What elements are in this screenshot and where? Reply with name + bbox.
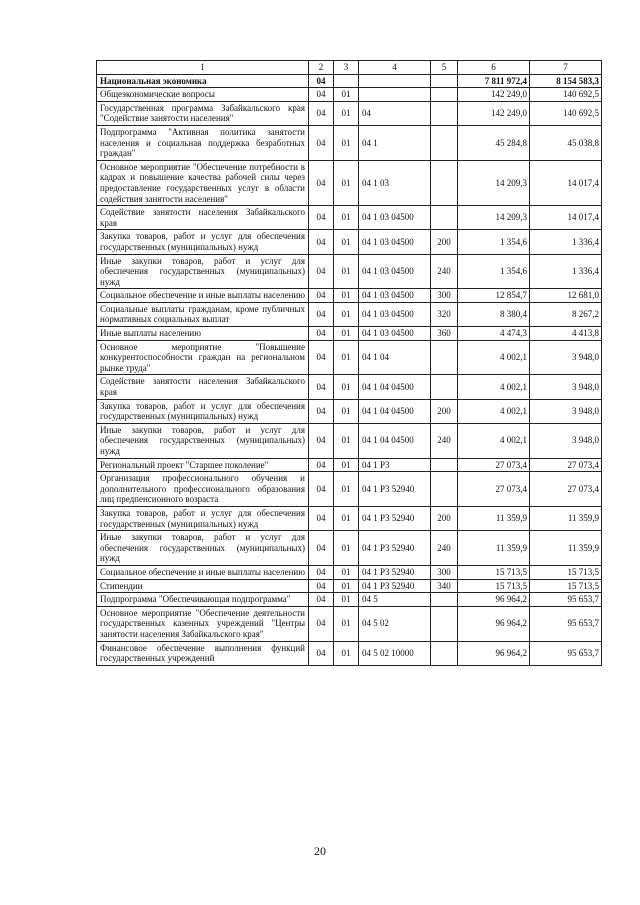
row-value-col6-cell: 27 073,4 <box>458 458 530 472</box>
row-value-col6-cell: 4 474,3 <box>458 327 530 341</box>
row-section-cell: 04 <box>309 254 334 289</box>
row-value-col7-cell: 27 073,4 <box>530 472 602 507</box>
row-value-col7-cell: 140 692,5 <box>530 88 602 102</box>
row-target-cell: 04 5 02 10000 <box>359 641 431 665</box>
row-expense-type-cell: 300 <box>431 289 458 303</box>
row-value-col6-cell: 4 002,1 <box>458 399 530 423</box>
row-name-cell: Закупка товаров, работ и услуг для обеспечения государственных (муниципальных) нужд <box>97 230 309 254</box>
row-subsection-cell: 01 <box>334 579 359 593</box>
table-row <box>97 327 602 341</box>
row-section-cell: 04 <box>309 399 334 423</box>
row-name-cell: Закупка товаров, работ и услуг для обеспечения государственных (муниципальных) нужд <box>97 399 309 423</box>
row-section-cell: 04 <box>309 641 334 665</box>
row-section-cell: 04 <box>309 565 334 579</box>
row-target-cell: 04 5 <box>359 593 431 607</box>
row-section-cell: 04 <box>309 74 334 88</box>
row-expense-type-cell <box>431 593 458 607</box>
row-subsection-cell: 01 <box>334 399 359 423</box>
row-target-cell: 04 5 02 <box>359 606 431 641</box>
row-subsection-cell: 01 <box>334 458 359 472</box>
header-col-3: 3 <box>334 61 359 75</box>
row-target-cell: 04 1 03 04500 <box>359 289 431 303</box>
row-target-cell: 04 1 04 04500 <box>359 423 431 458</box>
row-value-col6-cell: 45 284,8 <box>458 125 530 160</box>
row-section-cell: 04 <box>309 289 334 303</box>
row-subsection-cell: 01 <box>334 206 359 230</box>
row-target-cell: 04 1 03 04500 <box>359 327 431 341</box>
row-expense-type-cell: 360 <box>431 327 458 341</box>
header-col-2: 2 <box>309 61 334 75</box>
table-row <box>97 302 602 326</box>
row-subsection-cell: 01 <box>334 125 359 160</box>
table-row <box>97 206 602 230</box>
row-section-cell: 04 <box>309 327 334 341</box>
row-name-cell: Иные закупки товаров, работ и услуг для обеспечения государственных (муниципальных) нужд <box>97 254 309 289</box>
row-value-col6-cell: 8 380,4 <box>458 302 530 326</box>
row-expense-type-cell: 240 <box>431 423 458 458</box>
row-value-col6-cell: 1 354,6 <box>458 254 530 289</box>
row-target-cell: 04 1 P3 52940 <box>359 565 431 579</box>
table-header-row <box>97 61 602 75</box>
row-value-col6-cell: 96 964,2 <box>458 593 530 607</box>
row-name-cell: Социальное обеспечение и иные выплаты населению <box>97 565 309 579</box>
table-row <box>97 125 602 160</box>
row-section-cell: 04 <box>309 125 334 160</box>
table-row <box>97 101 602 125</box>
row-name-cell: Национальная экономика <box>97 74 309 88</box>
row-name-cell: Основное мероприятие "Обеспечение деятельности государственных казенных учреждений "Центры занятости населения Забайкальского края" <box>97 606 309 641</box>
row-target-cell: 04 1 04 04500 <box>359 399 431 423</box>
table-row <box>97 472 602 507</box>
row-target-cell: 04 1 P3 52940 <box>359 531 431 566</box>
row-value-col7-cell: 95 653,7 <box>530 606 602 641</box>
header-col-7: 7 <box>530 61 602 75</box>
row-name-cell: Содействие занятости населения Забайкальского края <box>97 375 309 399</box>
table-row <box>97 506 602 530</box>
row-value-col6-cell: 4 002,1 <box>458 423 530 458</box>
row-subsection-cell: 01 <box>334 565 359 579</box>
row-expense-type-cell <box>431 340 458 375</box>
row-value-col6-cell: 142 249,0 <box>458 101 530 125</box>
table-row <box>97 88 602 102</box>
row-section-cell: 04 <box>309 88 334 102</box>
row-expense-type-cell <box>431 74 458 88</box>
row-value-col6-cell: 96 964,2 <box>458 641 530 665</box>
header-col-5: 5 <box>431 61 458 75</box>
row-name-cell: Основное мероприятие "Повышение конкурентоспособности граждан на региональном рынке труда" <box>97 340 309 375</box>
row-name-cell: Подпрограмма "Активная политика занятости населения и социальная поддержка безработных граждан" <box>97 125 309 160</box>
header-col-1: 1 <box>97 61 309 75</box>
row-target-cell: 04 1 P3 52940 <box>359 579 431 593</box>
row-section-cell: 04 <box>309 160 334 205</box>
row-section-cell: 04 <box>309 230 334 254</box>
row-expense-type-cell <box>431 206 458 230</box>
row-value-col6-cell: 7 811 972,4 <box>458 74 530 88</box>
row-target-cell <box>359 74 431 88</box>
row-subsection-cell: 01 <box>334 101 359 125</box>
row-name-cell: Стипендии <box>97 579 309 593</box>
row-expense-type-cell: 200 <box>431 399 458 423</box>
row-section-cell: 04 <box>309 423 334 458</box>
row-expense-type-cell <box>431 641 458 665</box>
table-row <box>97 375 602 399</box>
row-value-col6-cell: 14 209,3 <box>458 206 530 230</box>
table-row <box>97 458 602 472</box>
row-subsection-cell: 01 <box>334 531 359 566</box>
row-name-cell: Содействие занятости населения Забайкальского края <box>97 206 309 230</box>
row-expense-type-cell: 300 <box>431 565 458 579</box>
row-subsection-cell: 01 <box>334 254 359 289</box>
header-col-4: 4 <box>359 61 431 75</box>
row-expense-type-cell <box>431 160 458 205</box>
row-value-col7-cell: 8 267,2 <box>530 302 602 326</box>
row-value-col7-cell: 8 154 583,3 <box>530 74 602 88</box>
row-name-cell: Основное мероприятие "Обеспечение потребности в кадрах и повышение качества рабочей силы через предоставление государственных услуг в области содействия занятости населения" <box>97 160 309 205</box>
row-name-cell: Общеэкономические вопросы <box>97 88 309 102</box>
table-row <box>97 230 602 254</box>
row-expense-type-cell <box>431 88 458 102</box>
row-value-col7-cell: 15 713,5 <box>530 579 602 593</box>
row-value-col7-cell: 14 017,4 <box>530 206 602 230</box>
table-row <box>97 606 602 641</box>
row-name-cell: Региональный проект "Старшее поколение" <box>97 458 309 472</box>
row-name-cell: Закупка товаров, работ и услуг для обеспечения государственных (муниципальных) нужд <box>97 506 309 530</box>
row-value-col6-cell: 14 209,3 <box>458 160 530 205</box>
row-section-cell: 04 <box>309 606 334 641</box>
row-expense-type-cell: 340 <box>431 579 458 593</box>
row-value-col6-cell: 4 002,1 <box>458 375 530 399</box>
row-section-cell: 04 <box>309 458 334 472</box>
row-section-cell: 04 <box>309 472 334 507</box>
row-subsection-cell: 01 <box>334 641 359 665</box>
row-section-cell: 04 <box>309 302 334 326</box>
row-subsection-cell: 01 <box>334 423 359 458</box>
row-expense-type-cell <box>431 458 458 472</box>
row-section-cell: 04 <box>309 579 334 593</box>
table-row <box>97 565 602 579</box>
page-number: 20 <box>314 844 326 858</box>
row-name-cell: Иные закупки товаров, работ и услуг для обеспечения государственных (муниципальных) нужд <box>97 423 309 458</box>
row-value-col7-cell: 11 359,9 <box>530 531 602 566</box>
row-subsection-cell: 01 <box>334 375 359 399</box>
table-row <box>97 531 602 566</box>
row-value-col7-cell: 12 681,0 <box>530 289 602 303</box>
row-value-col7-cell: 95 653,7 <box>530 593 602 607</box>
row-value-col6-cell: 96 964,2 <box>458 606 530 641</box>
row-expense-type-cell <box>431 472 458 507</box>
row-target-cell: 04 1 03 <box>359 160 431 205</box>
row-section-cell: 04 <box>309 101 334 125</box>
row-value-col7-cell: 3 948,0 <box>530 399 602 423</box>
budget-table-sheet <box>96 60 601 666</box>
row-target-cell: 04 1 <box>359 125 431 160</box>
row-subsection-cell: 01 <box>334 160 359 205</box>
row-name-cell: Иные выплаты населению <box>97 327 309 341</box>
row-value-col7-cell: 3 948,0 <box>530 423 602 458</box>
row-value-col6-cell: 15 713,5 <box>458 579 530 593</box>
row-name-cell: Социальные выплаты гражданам, кроме публичных нормативных социальных выплат <box>97 302 309 326</box>
row-value-col6-cell: 11 359,9 <box>458 506 530 530</box>
table-row <box>97 399 602 423</box>
row-value-col7-cell: 3 948,0 <box>530 340 602 375</box>
row-value-col7-cell: 27 073,4 <box>530 458 602 472</box>
row-name-cell: Финансовое обеспечение выполнения функций государственных учреждений <box>97 641 309 665</box>
row-value-col7-cell: 4 413,8 <box>530 327 602 341</box>
row-section-cell: 04 <box>309 506 334 530</box>
table-row <box>97 340 602 375</box>
row-name-cell: Подпрограмма "Обеспечивающая подпрограмма" <box>97 593 309 607</box>
table-row <box>97 160 602 205</box>
row-expense-type-cell: 240 <box>431 254 458 289</box>
row-subsection-cell: 01 <box>334 327 359 341</box>
row-subsection-cell: 01 <box>334 606 359 641</box>
row-section-cell: 04 <box>309 340 334 375</box>
row-target-cell: 04 1 P3 <box>359 458 431 472</box>
row-name-cell: Организация профессионального обучения и дополнительного профессионального образования лиц предпенсионного возраста <box>97 472 309 507</box>
row-target-cell: 04 1 04 04500 <box>359 375 431 399</box>
row-target-cell <box>359 88 431 102</box>
row-section-cell: 04 <box>309 375 334 399</box>
table-row <box>97 423 602 458</box>
row-subsection-cell: 01 <box>334 593 359 607</box>
table-row <box>97 579 602 593</box>
row-target-cell: 04 1 P3 52940 <box>359 506 431 530</box>
row-value-col6-cell: 11 359,9 <box>458 531 530 566</box>
row-subsection-cell: 01 <box>334 472 359 507</box>
row-value-col7-cell: 3 948,0 <box>530 375 602 399</box>
row-value-col7-cell: 11 359,9 <box>530 506 602 530</box>
row-value-col6-cell: 1 354,6 <box>458 230 530 254</box>
row-value-col6-cell: 27 073,4 <box>458 472 530 507</box>
row-target-cell: 04 1 03 04500 <box>359 206 431 230</box>
row-expense-type-cell: 240 <box>431 531 458 566</box>
row-subsection-cell <box>334 74 359 88</box>
row-value-col7-cell: 95 653,7 <box>530 641 602 665</box>
row-target-cell: 04 1 03 04500 <box>359 302 431 326</box>
row-expense-type-cell: 320 <box>431 302 458 326</box>
row-expense-type-cell <box>431 606 458 641</box>
row-name-cell: Государственная программа Забайкальского края "Содействие занятости населения" <box>97 101 309 125</box>
row-subsection-cell: 01 <box>334 340 359 375</box>
table-row <box>97 593 602 607</box>
row-subsection-cell: 01 <box>334 289 359 303</box>
row-name-cell: Социальное обеспечение и иные выплаты населению <box>97 289 309 303</box>
budget-table <box>96 60 602 666</box>
row-value-col7-cell: 1 336,4 <box>530 230 602 254</box>
row-value-col6-cell: 4 002,1 <box>458 340 530 375</box>
row-expense-type-cell <box>431 101 458 125</box>
table-row <box>97 289 602 303</box>
row-target-cell: 04 1 04 <box>359 340 431 375</box>
budget-table-body <box>97 61 602 666</box>
row-value-col6-cell: 12 854,7 <box>458 289 530 303</box>
row-value-col7-cell: 14 017,4 <box>530 160 602 205</box>
row-section-cell: 04 <box>309 531 334 566</box>
table-row <box>97 641 602 665</box>
row-target-cell: 04 <box>359 101 431 125</box>
row-subsection-cell: 01 <box>334 230 359 254</box>
row-value-col7-cell: 140 692,5 <box>530 101 602 125</box>
row-name-cell: Иные закупки товаров, работ и услуг для обеспечения государственных (муниципальных) нужд <box>97 531 309 566</box>
row-value-col7-cell: 1 336,4 <box>530 254 602 289</box>
row-value-col6-cell: 142 249,0 <box>458 88 530 102</box>
row-expense-type-cell <box>431 375 458 399</box>
row-section-cell: 04 <box>309 206 334 230</box>
row-expense-type-cell: 200 <box>431 230 458 254</box>
row-target-cell: 04 1 03 04500 <box>359 254 431 289</box>
row-subsection-cell: 01 <box>334 506 359 530</box>
row-section-cell: 04 <box>309 593 334 607</box>
row-value-col7-cell: 15 713,5 <box>530 565 602 579</box>
row-expense-type-cell <box>431 125 458 160</box>
row-target-cell: 04 1 P3 52940 <box>359 472 431 507</box>
row-subsection-cell: 01 <box>334 302 359 326</box>
table-row <box>97 74 602 88</box>
row-target-cell: 04 1 03 04500 <box>359 230 431 254</box>
row-value-col7-cell: 45 038,8 <box>530 125 602 160</box>
header-col-6: 6 <box>458 61 530 75</box>
row-subsection-cell: 01 <box>334 88 359 102</box>
table-row <box>97 254 602 289</box>
row-expense-type-cell: 200 <box>431 506 458 530</box>
row-value-col6-cell: 15 713,5 <box>458 565 530 579</box>
